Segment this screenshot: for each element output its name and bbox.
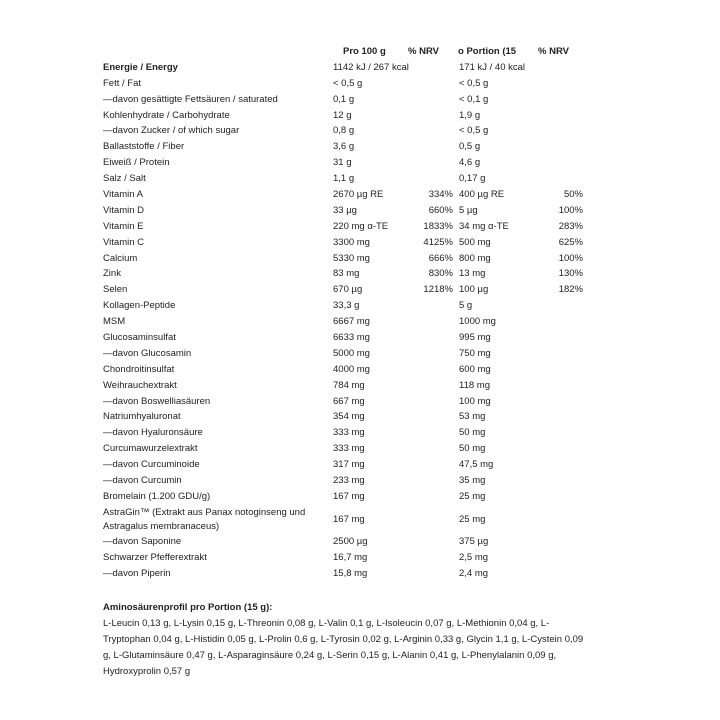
row-per100: 5000 mg (333, 347, 370, 359)
row-per100: 167 mg (333, 513, 365, 525)
row-name: —davon Saponine (103, 535, 182, 547)
nutrition-table (103, 44, 603, 582)
row-per100: 6633 mg (333, 332, 370, 344)
row-portion: 13 mg (459, 268, 486, 280)
table-row (103, 76, 603, 92)
table-row (103, 235, 603, 251)
row-nrv-portion: 100% (558, 252, 583, 264)
row-portion: 34 mg α-TE (459, 220, 509, 232)
table-row (103, 60, 603, 76)
row-per100: 0,1 g (333, 93, 355, 105)
amino-acid-profile (103, 600, 593, 680)
row-per100: 354 mg (333, 411, 365, 423)
table-row (103, 108, 603, 124)
table-row (103, 298, 603, 314)
row-name: Fett / Fat (103, 77, 142, 89)
row-portion: 375 µg (459, 535, 489, 547)
table-row (103, 534, 603, 550)
table-row (103, 425, 603, 441)
row-portion: 1,9 g (459, 109, 481, 121)
row-name: Zink (103, 268, 121, 280)
amino-text: L-Leucin 0,13 g, L-Lysin 0,15 g, L-Threonin 0,08 g, L-Valin 0,1 g, L-Isoleucin 0,07 g, L-Methionin 0,04 g, L-Tryptophan 0,04 g, L-Histidin 0,05 g, L-Prolin 0,6 g, L-Tyrosin 0,02 g, L-Arginin 0,33 g, Glycin 1,1 g, L-Cystein 0,09 g, L-Glutaminsäure 0,47 g, L-Asparaginsäure 0,24 g, L-Serin 0,15 g, L-Alanin 0,41 g, L-Phenylalanin 0,09 g, Hydroxyprolin 0,57 g (103, 618, 584, 677)
row-per100: 667 mg (333, 395, 365, 407)
row-name: —davon Zucker / of which sugar (103, 125, 240, 137)
row-nrv-portion: 283% (558, 220, 583, 232)
row-portion: 53 mg (459, 411, 486, 423)
row-portion: 5 µg (459, 204, 478, 216)
row-name: Chondroitinsulfat (103, 363, 175, 375)
table-row (103, 139, 603, 155)
row-portion: 25 mg (459, 490, 486, 502)
row-per100: 0,8 g (333, 125, 355, 137)
row-per100: < 0,5 g (333, 77, 363, 89)
row-per100: 83 mg (333, 268, 360, 280)
table-row (103, 282, 603, 298)
row-per100: 1,1 g (333, 173, 355, 185)
row-portion: 171 kJ / 40 kcal (459, 61, 526, 73)
row-portion: 100 µg (459, 284, 489, 296)
row-portion: 100 mg (459, 395, 491, 407)
row-portion: < 0,5 g (459, 77, 489, 89)
row-name: Natriumhyaluronat (103, 411, 181, 423)
row-nrv-portion: 625% (558, 236, 583, 248)
row-portion: 50 mg (459, 443, 486, 455)
header-nrv-portion: % NRV (538, 46, 569, 57)
table-row (103, 473, 603, 489)
row-portion: < 0,5 g (459, 125, 489, 137)
row-name: AstraGin™ (Extrakt aus Panax notoginseng und Astragalus membranaceus) (103, 506, 306, 532)
row-per100: 16,7 mg (333, 551, 368, 563)
row-per100: 6667 mg (333, 316, 370, 328)
row-portion: 50 mg (459, 427, 486, 439)
row-name: —davon Curcuminoide (103, 459, 200, 471)
table-row (103, 314, 603, 330)
table-row (103, 441, 603, 457)
row-name: Selen (103, 284, 128, 296)
table-row (103, 123, 603, 139)
table-row (103, 362, 603, 378)
table-row (103, 266, 603, 282)
row-name: Energie / Energy (103, 61, 178, 73)
row-name: Vitamin C (103, 236, 145, 248)
row-per100: 3300 mg (333, 236, 370, 248)
table-row (103, 489, 603, 505)
row-name: Kollagen-Peptide (103, 300, 176, 312)
row-name: Schwarzer Pfefferextrakt (103, 551, 207, 563)
header-per100: Pro 100 g (343, 46, 386, 57)
row-per100: 333 mg (333, 443, 365, 455)
row-portion: 35 mg (459, 475, 486, 487)
row-portion: 47,5 mg (459, 459, 494, 471)
row-portion: 5 g (459, 300, 473, 312)
row-portion: 600 mg (459, 363, 491, 375)
table-row (103, 219, 603, 235)
row-per100: 3,6 g (333, 141, 355, 153)
row-per100: 33 µg (333, 204, 357, 216)
row-per100: 784 mg (333, 379, 365, 391)
row-name: —davon Piperin (103, 567, 171, 579)
row-portion: 1000 mg (459, 316, 496, 328)
row-name: Curcumawurzelextrakt (103, 443, 198, 455)
row-name: Eiweiß / Protein (103, 157, 170, 169)
row-per100: 12 g (333, 109, 352, 121)
row-per100: 333 mg (333, 427, 365, 439)
table-row (103, 394, 603, 410)
table-row (103, 171, 603, 187)
row-name: Vitamin D (103, 204, 145, 216)
row-name: Glucosaminsulfat (103, 332, 176, 344)
row-portion: 750 mg (459, 347, 491, 359)
table-row (103, 330, 603, 346)
row-nrv-portion: 130% (558, 268, 583, 280)
row-name: Weihrauchextrakt (103, 379, 177, 391)
row-portion: 995 mg (459, 332, 491, 344)
row-portion: < 0,1 g (459, 93, 489, 105)
row-name: —davon Hyaluronsäure (103, 427, 203, 439)
row-name: Salz / Salt (103, 173, 146, 185)
row-portion: 800 mg (459, 252, 491, 264)
row-name: Vitamin A (103, 189, 143, 201)
header-portion: o Portion (15 (458, 46, 517, 57)
table-row (103, 505, 603, 534)
row-nrv-portion: 182% (558, 284, 583, 296)
row-portion: 400 µg RE (459, 189, 505, 201)
row-portion: 2,5 mg (459, 551, 489, 563)
row-portion: 25 mg (459, 513, 486, 525)
row-name: Bromelain (1.200 GDU/g) (103, 490, 211, 502)
row-nrv-portion: 100% (558, 204, 583, 216)
row-per100: 233 mg (333, 475, 365, 487)
row-name: —davon gesättigte Fettsäuren / saturated (103, 93, 278, 105)
row-nrv-per100: 4125% (423, 236, 453, 248)
amino-title: Aminosäurenprofil pro Portion (15 g): (103, 602, 273, 613)
table-row (103, 550, 603, 566)
row-per100: 15,8 mg (333, 567, 368, 579)
row-per100: 4000 mg (333, 363, 370, 375)
row-portion: 0,5 g (459, 141, 481, 153)
row-name: Kohlenhydrate / Carbohydrate (103, 109, 230, 121)
table-row (103, 187, 603, 203)
row-nrv-per100: 666% (428, 252, 453, 264)
table-body (103, 60, 603, 582)
row-portion: 4,6 g (459, 157, 481, 169)
row-nrv-per100: 830% (428, 268, 453, 280)
row-nrv-per100: 660% (428, 204, 453, 216)
table-row (103, 251, 603, 267)
row-per100: 670 µg (333, 284, 363, 296)
row-portion: 0,17 g (459, 173, 486, 185)
table-header (103, 44, 603, 60)
table-row (103, 155, 603, 171)
row-per100: 33,3 g (333, 300, 360, 312)
row-nrv-portion: 50% (563, 189, 583, 201)
table-row (103, 203, 603, 219)
row-name: —davon Boswelliasäuren (103, 395, 211, 407)
table-row (103, 92, 603, 108)
row-per100: 167 mg (333, 490, 365, 502)
row-portion: 2,4 mg (459, 567, 489, 579)
row-per100: 317 mg (333, 459, 365, 471)
row-name: —davon Glucosamin (103, 347, 192, 359)
row-per100: 2670 µg RE (333, 189, 384, 201)
row-per100: 1142 kJ / 267 kcal (333, 61, 409, 73)
row-nrv-per100: 1218% (423, 284, 453, 296)
row-name: Ballaststoffe / Fiber (103, 141, 185, 153)
row-per100: 31 g (333, 157, 352, 169)
table-row (103, 346, 603, 362)
row-nrv-per100: 334% (428, 189, 453, 201)
row-name: MSM (103, 316, 126, 328)
table-row (103, 566, 603, 582)
row-name: Calcium (103, 252, 138, 264)
row-portion: 118 mg (459, 379, 490, 391)
row-per100: 2500 µg (333, 535, 368, 547)
row-portion: 500 mg (459, 236, 491, 248)
row-per100: 5330 mg (333, 252, 370, 264)
header-nrv-per100: % NRV (408, 46, 439, 57)
table-row (103, 409, 603, 425)
row-name: Vitamin E (103, 220, 144, 232)
table-row (103, 378, 603, 394)
row-nrv-per100: 1833% (423, 220, 453, 232)
row-per100: 220 mg α-TE (333, 220, 389, 232)
table-row (103, 457, 603, 473)
row-name: —davon Curcumin (103, 475, 182, 487)
